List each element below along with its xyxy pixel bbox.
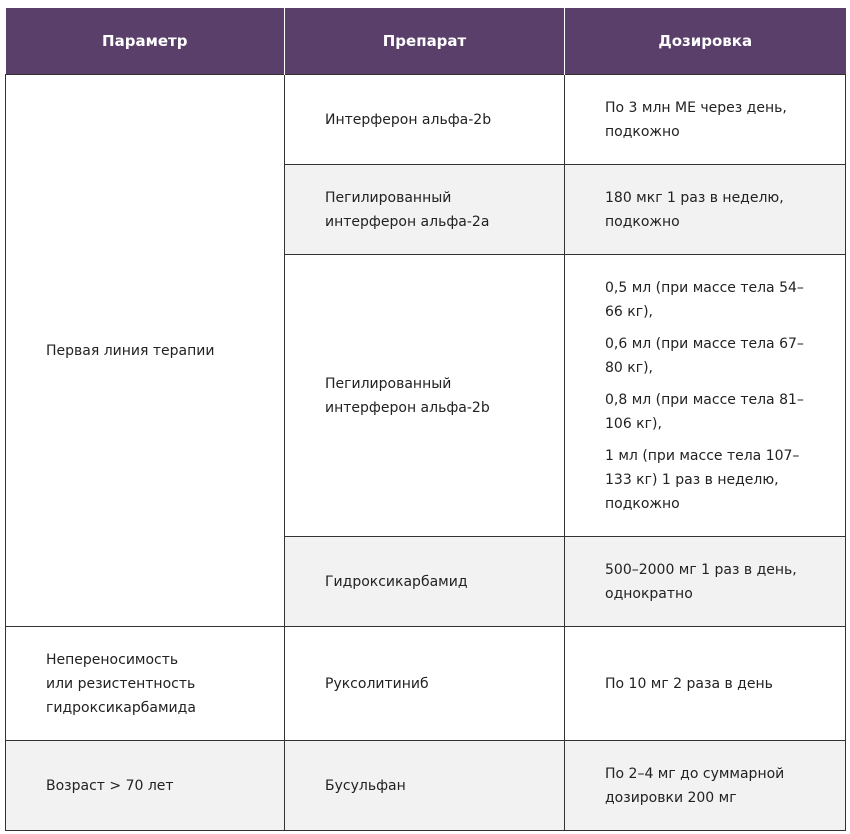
dosage-cell — [565, 165, 846, 255]
parameter-intolerance — [6, 627, 285, 741]
dosage-cell — [565, 75, 846, 165]
dosage-text: 1 мл (при массе тела 107– — [605, 447, 800, 464]
header-row — [6, 8, 846, 75]
dosage-paragraph — [605, 388, 833, 436]
table-row — [6, 741, 846, 831]
drug-cell — [285, 255, 565, 537]
parameter-first-line: Первая линия терапии — [6, 75, 285, 627]
header-dosage: Дозировка — [565, 8, 846, 75]
dosage-text: 133 кг) 1 раз в неделю, — [605, 471, 779, 488]
header-parameter: Параметр — [6, 8, 285, 75]
parameter-text: Непереносимость — [46, 651, 179, 668]
parameter-age: Возраст > 70 лет — [6, 741, 285, 831]
dosage-paragraph — [605, 276, 833, 324]
table-header — [6, 8, 846, 75]
dosage-text: По 10 мг 2 раза в день — [605, 675, 773, 692]
table-row — [6, 75, 846, 165]
header-drug: Препарат — [285, 8, 565, 75]
dosage-text: однократно — [605, 585, 693, 602]
parameter-text: гидроксикарбамида — [46, 699, 196, 716]
dosage-text: 66 кг), — [605, 303, 653, 320]
dosage-text: 0,5 мл (при массе тела 54– — [605, 279, 804, 296]
dosage-text: 180 мкг 1 раз в неделю, — [605, 189, 784, 206]
table-body — [6, 75, 846, 831]
drug-name: Пегилированный — [325, 189, 452, 206]
dosage-text: подкожно — [605, 213, 680, 230]
dosage-text: дозировки 200 мг — [605, 789, 737, 806]
dosage-text: 0,8 мл (при массе тела 81– — [605, 391, 804, 408]
drug-cell — [285, 741, 565, 831]
drug-cell — [285, 627, 565, 741]
drug-name: интерферон альфа-2a — [325, 213, 490, 230]
dosage-cell — [565, 255, 846, 537]
drug-name: интерферон альфа-2b — [325, 399, 490, 416]
drug-cell — [285, 75, 565, 165]
drug-cell — [285, 165, 565, 255]
dosage-text: По 3 млн МЕ через день, — [605, 99, 787, 116]
drug-name: Интерферон альфа-2b — [325, 111, 492, 128]
dosage-text: По 2–4 мг до суммарной — [605, 765, 785, 782]
drug-name: Пегилированный — [325, 375, 452, 392]
dosage-text: подкожно — [605, 123, 680, 140]
dosage-text: 500–2000 мг 1 раз в день, — [605, 561, 797, 578]
drug-name: Руксолитиниб — [325, 675, 429, 692]
dosage-paragraph — [605, 332, 833, 380]
dosage-cell — [565, 537, 846, 627]
dosage-text: подкожно — [605, 495, 680, 512]
dosage-text: 106 кг), — [605, 415, 662, 432]
dosage-text: 0,6 мл (при массе тела 67– — [605, 335, 804, 352]
dosage-table — [5, 8, 846, 831]
dosage-cell — [565, 741, 846, 831]
drug-cell — [285, 537, 565, 627]
parameter-text: или резистентность — [46, 675, 196, 692]
table-row — [6, 627, 846, 741]
dosage-paragraph — [605, 444, 833, 516]
drug-name: Бусульфан — [325, 777, 406, 794]
dosage-text: 80 кг), — [605, 359, 653, 376]
drug-name: Гидроксикарбамид — [325, 573, 468, 590]
dosage-cell — [565, 627, 846, 741]
